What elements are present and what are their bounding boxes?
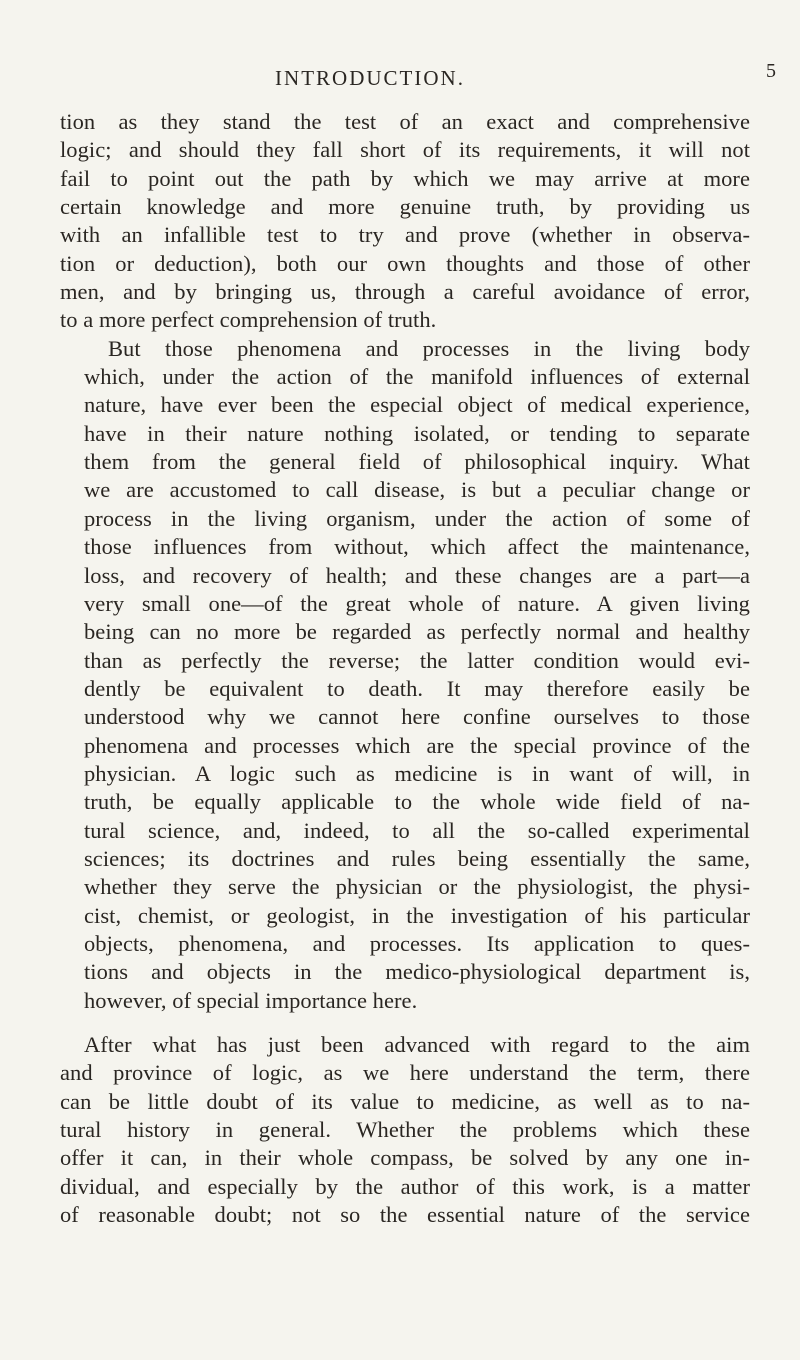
text-line: than as perfectly the reverse; the latter condition would evi- — [84, 647, 750, 673]
text-line: men, and by bringing us, through a careful avoidance of error, — [60, 279, 750, 305]
text-line: to a more perfect comprehension of truth. — [60, 307, 437, 333]
text-line: truth, be equally applicable to the whole wide field of na- — [84, 789, 750, 815]
text-line: objects, phenomena, and processes. Its application to ques- — [84, 930, 750, 956]
text-line: phenomena and processes which are the special province of the — [84, 732, 750, 758]
text-line: and province of logic, as we here understand the term, there — [60, 1060, 750, 1086]
text-line: with an infallible test to try and prove (whether in observa- — [60, 222, 750, 248]
running-head — [0, 60, 800, 96]
text-line: sciences; its doctrines and rules being essentially the same, — [84, 845, 750, 871]
text-line: we are accustomed to call disease, is but a peculiar change or — [84, 477, 750, 503]
text-line: offer it can, in their whole compass, be solved by any one in- — [60, 1145, 750, 1171]
running-title: INTRODUCTION. — [275, 66, 465, 90]
text-line: dently be equivalent to death. It may therefore easily be — [84, 675, 750, 701]
text-line: But those phenomena and processes in the living body — [108, 335, 750, 361]
paragraph-3 — [60, 1031, 750, 1229]
page-number: 5 — [766, 60, 776, 82]
text-line: which, under the action of the manifold influences of external — [84, 364, 750, 390]
text-line: have in their nature nothing isolated, or tending to separate — [84, 420, 750, 446]
text-line: logic; and should they fall short of its requirements, it will not — [60, 137, 750, 163]
text-line: loss, and recovery of health; and these changes are a part—a — [84, 562, 750, 588]
text-line: cist, chemist, or geologist, in the investigation of his particular — [84, 902, 750, 928]
text-line: being can no more be regarded as perfectly normal and healthy — [84, 619, 750, 645]
text-line: tion or deduction), both our own thoughts and those of other — [60, 250, 750, 276]
text-line: of reasonable doubt; not so the essential nature of the service — [60, 1202, 750, 1228]
text-line: very small one—of the great whole of nature. A given living — [84, 590, 750, 616]
text-line: certain knowledge and more genuine truth, by providing us — [60, 194, 750, 220]
text-line: tion as they stand the test of an exact and comprehensive — [60, 109, 750, 134]
text-line: After what has just been advanced with regard to the aim — [84, 1032, 750, 1057]
text-line: process in the living organism, under the action of some of — [84, 505, 750, 531]
text-line: physician. A logic such as medicine is in want of will, in — [84, 760, 750, 786]
text-line: whether they serve the physician or the physiologist, the physi- — [84, 874, 750, 900]
text-line: them from the general field of philosophical inquiry. What — [84, 449, 750, 475]
text-line: tions and objects in the medico-physiological department is, — [84, 959, 750, 985]
paragraph-1 — [60, 108, 750, 335]
text-line: dividual, and especially by the author of this work, is a matter — [60, 1173, 750, 1199]
text-line: tural history in general. Whether the problems which these — [60, 1117, 750, 1143]
text-line: fail to point out the path by which we may arrive at more — [60, 165, 750, 191]
text-line: understood why we cannot here confine ourselves to those — [84, 704, 750, 730]
text-line: however, of special importance here. — [84, 987, 418, 1013]
text-line: can be little doubt of its value to medicine, as well as to na- — [60, 1088, 750, 1114]
text-line: tural science, and, indeed, to all the so-called experimental — [84, 817, 750, 843]
text-line: nature, have ever been the especial object of medical experience, — [84, 392, 750, 418]
paragraph-2 — [60, 335, 750, 1015]
body-text — [60, 108, 750, 1229]
text-line: those influences from without, which affect the maintenance, — [84, 534, 750, 560]
